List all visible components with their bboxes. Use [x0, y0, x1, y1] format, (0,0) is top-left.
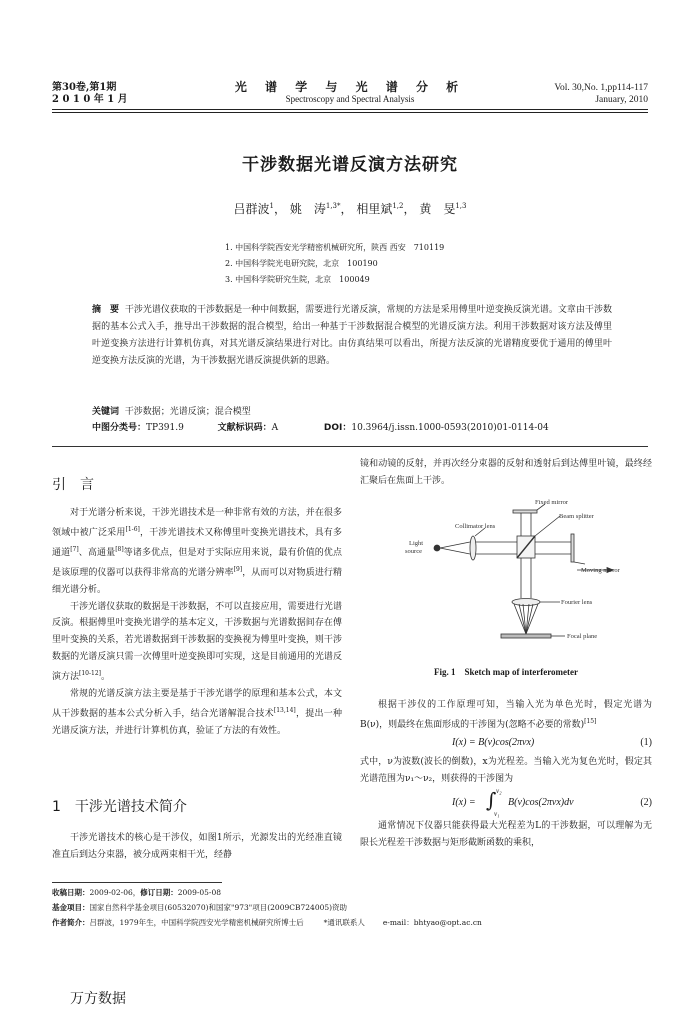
wanfang-watermark: 万方数据	[70, 991, 126, 1007]
abstract-text: 干涉光谱仪获取的干涉数据是一种中间数据，需要进行光谱反演，常规的方法是采用傅里叶逆变换反演光谱。文章由干涉数据的基本公式入手，推导出干涉数据的混合模型，给出一种基于干涉数据混合模型的光谱反演方法。利用干涉数据对该方法及傅里叶逆变换方法进行计算机仿真，对其光谱反演结果进行对比。由仿真结果可以看出，所提方法反演的光谱精度要优于通用的傅里叶逆变换方法反演的光谱，为干涉数据光谱反演提供新的思路。	[92, 305, 612, 366]
citation: [8]	[115, 545, 124, 553]
right-paragraph-1: 根据干涉仪的工作原理可知，当输入光为单色光时，假定光谱为B(ν)，则最终在焦面形成的干涉图为(忽略不必要的常数)[15]	[360, 700, 652, 730]
label-fourier-lens: Fourier lens	[561, 599, 593, 606]
equation-2-lhs: I(x) =	[452, 796, 476, 808]
journal-name	[200, 80, 500, 105]
continuation-paragraph: 镜和动镜的反射，并再次经分束器的反射和透射后到达傅里叶镜，最终经汇聚后在焦面上干涉。	[360, 459, 652, 486]
intro-paragraph-3: 常规的光谱反演方法主要是基于干涉光谱学的原理和基本公式，本文从干涉数据的基本公式分析入手，结合光谱解混合技术[13,14]，提出一种光谱反演方法，并进行计算机仿真，验证了方法的有效性。	[52, 689, 342, 736]
received-label: 收稿日期：	[52, 888, 90, 897]
received-date: 2009-02-06，	[89, 888, 141, 897]
equation-2-number: (2)	[640, 796, 652, 808]
intro-body	[52, 505, 342, 740]
fixed-mirror	[513, 510, 537, 513]
paper-title: 干涉数据光谱反演方法研究	[242, 155, 458, 175]
doi-label: DOI：	[323, 423, 352, 433]
author-sup: 1,3	[455, 202, 467, 210]
author: 相里斌	[356, 202, 393, 216]
author-sup: 1,3*	[325, 202, 341, 210]
issue-date: 2 0 1 0 年 1 月	[52, 94, 128, 105]
label-light: Light	[409, 540, 424, 547]
interferometer-figure	[395, 498, 645, 658]
abstract-label: 摘 要	[92, 305, 120, 315]
label-beam-splitter: Beam splitter	[559, 513, 594, 520]
intro-paragraph-1: 对于光谱分析来说，干涉光谱技术是一种非常有效的方法，并在很多领域中被广泛采用[1-6]，干涉光谱技术又称傅里叶变换光谱技术，具有多通道[7]、高通量[8]等诸多优点，但是对于实际应用来说，最有价值的优点是该原理的仪器可以获得非常高的光谱分辨率[9]，从而可以对物质进行精细光谱分析。	[52, 508, 342, 595]
equation-2-rhs: B(ν)cos(2πνx)dν	[508, 796, 574, 808]
citation: [15]	[584, 717, 597, 725]
label-fixed-mirror: Fixed mirror	[535, 499, 569, 506]
footnotes	[52, 885, 652, 930]
bio-label: 作者简介：	[52, 918, 90, 927]
journal-volume-en	[554, 82, 648, 106]
author-sup: 1,2	[392, 202, 404, 210]
focal-plane	[501, 634, 551, 638]
right-continuation	[360, 456, 652, 490]
date-en: January, 2010	[595, 95, 648, 105]
keywords-label: 关键词	[92, 407, 120, 417]
citation: [7]	[70, 545, 79, 553]
equation-2-row	[360, 788, 652, 818]
equation-1-row	[360, 734, 652, 754]
section-1-body	[52, 830, 342, 864]
integral-sign: ∫	[486, 787, 497, 812]
revised-label: 修订日期：	[140, 888, 178, 897]
doc-label: 文献标识码：	[217, 423, 272, 433]
label-source: source	[405, 548, 422, 555]
header-rule-thin	[52, 112, 648, 113]
intro-paragraph-2: 干涉光谱仪获取的数据是干涉数据，不可以直接应用，需要进行光谱反演。根据傅里叶变换光谱学的基本定义，干涉数据与光谱数据间存在傅里叶变换的关系，若光谱数据到干涉数据的变换视为傅里叶变换，则干涉数据的光谱反演只需一次傅里叶逆变换即可实现，这是目前通用的光谱反演方法[10-12]。	[52, 601, 342, 683]
intro-heading: 引 言	[52, 477, 94, 493]
fourier-lens	[512, 599, 540, 606]
corresponding-label: *通讯联系人	[323, 918, 365, 927]
citation: [13,14]	[273, 706, 296, 714]
citation: [9]	[233, 565, 243, 573]
volume-pages: Vol. 30,No. 1,pp114-117	[554, 83, 648, 93]
affiliations	[225, 240, 444, 288]
citation: [10-12]	[79, 670, 101, 678]
journal-name-en: Spectroscopy and Spectral Analysis	[285, 94, 415, 104]
section-separator	[52, 446, 648, 447]
clc-value: TP391.9	[146, 423, 184, 433]
moving-mirror	[571, 534, 574, 562]
journal-issue	[52, 82, 128, 106]
author-email[interactable]: e-mail：bhtyao@opt.ac.cn	[382, 918, 482, 927]
label-moving-mirror: Moving mirror	[581, 567, 620, 574]
affiliation: 2. 中国科学院光电研究院，北京 100190	[225, 259, 378, 268]
doi-value: 10.3964/j.issn.1000-0593(2010)01-0114-04	[351, 423, 549, 433]
abstract	[92, 302, 612, 370]
fund-text: 国家自然科学基金项目(60532070)和国家"973"项目(2009CB724005)资助	[89, 903, 348, 912]
label-collimator: Collimator lens	[455, 523, 496, 530]
affiliation: 3. 中国科学院研究生院，北京 100049	[225, 275, 370, 284]
volume-issue: 第30卷,第1期	[52, 82, 117, 93]
right-paragraph-2: 式中，ν为波数(波长的倒数)，x为光程差。当输入光为复色光时，假定其光谱范围为ν₁～ν₂，则获得的干涉图为	[360, 756, 652, 784]
header-rule	[52, 109, 648, 110]
collimator-lens	[470, 536, 476, 560]
footnote-rule	[52, 882, 222, 883]
keywords-block	[92, 404, 612, 436]
section-1-paragraph: 干涉光谱技术的核心是干涉仪，如图1所示，光源发出的光经准直镜准直后到达分束器，被分成两束相干光，经静	[52, 833, 342, 860]
author: 黄 旻	[419, 202, 456, 216]
author-list: 吕群波$^1$， 姚 涛$^{1,3*}$， 相里斌$^{1,2}$， 黄 旻$^{1,3}$	[233, 202, 467, 216]
right-paragraph-3: 通常情况下仪器只能获得最大光程差为L的干涉数据，可以理解为无限长光程差干涉数据与矩形截断函数的乘积，	[360, 820, 652, 848]
integral-lower: ν₁	[494, 809, 500, 818]
equation-1: I(x) = B(ν)cos(2πνx)	[452, 736, 535, 748]
right-body	[360, 697, 652, 851]
integral-upper: ν₂	[496, 786, 502, 795]
author-sup: 1	[269, 202, 275, 210]
keywords-text: 干涉数据；光谱反演；混合模型	[124, 407, 251, 417]
doc-value: A	[271, 423, 279, 433]
fund-label: 基金项目：	[52, 903, 90, 912]
figure-caption: Fig. 1 Sketch map of interferometer	[433, 667, 579, 677]
affiliation: 1. 中国科学院西安光学精密机械研究所，陕西 西安 710119	[225, 243, 445, 252]
citation: [1-6]	[125, 525, 140, 533]
section-1-heading: 1 干涉光谱技术简介	[52, 799, 187, 815]
clc-label: 中图分类号：	[92, 423, 147, 433]
bio-text: 吕群波，1979年生，中国科学院西安光学精密机械研究所博士后	[89, 918, 304, 927]
equation-1-number: (1)	[640, 736, 652, 748]
light-source	[434, 545, 440, 551]
label-focal-plane: Focal plane	[567, 633, 598, 640]
author: 姚 涛	[289, 202, 326, 216]
revised-date: 2009-05-08	[177, 888, 221, 897]
journal-name-cn: 光 谱 学 与 光 谱 分 析	[234, 80, 466, 94]
author: 吕群波	[233, 202, 270, 216]
